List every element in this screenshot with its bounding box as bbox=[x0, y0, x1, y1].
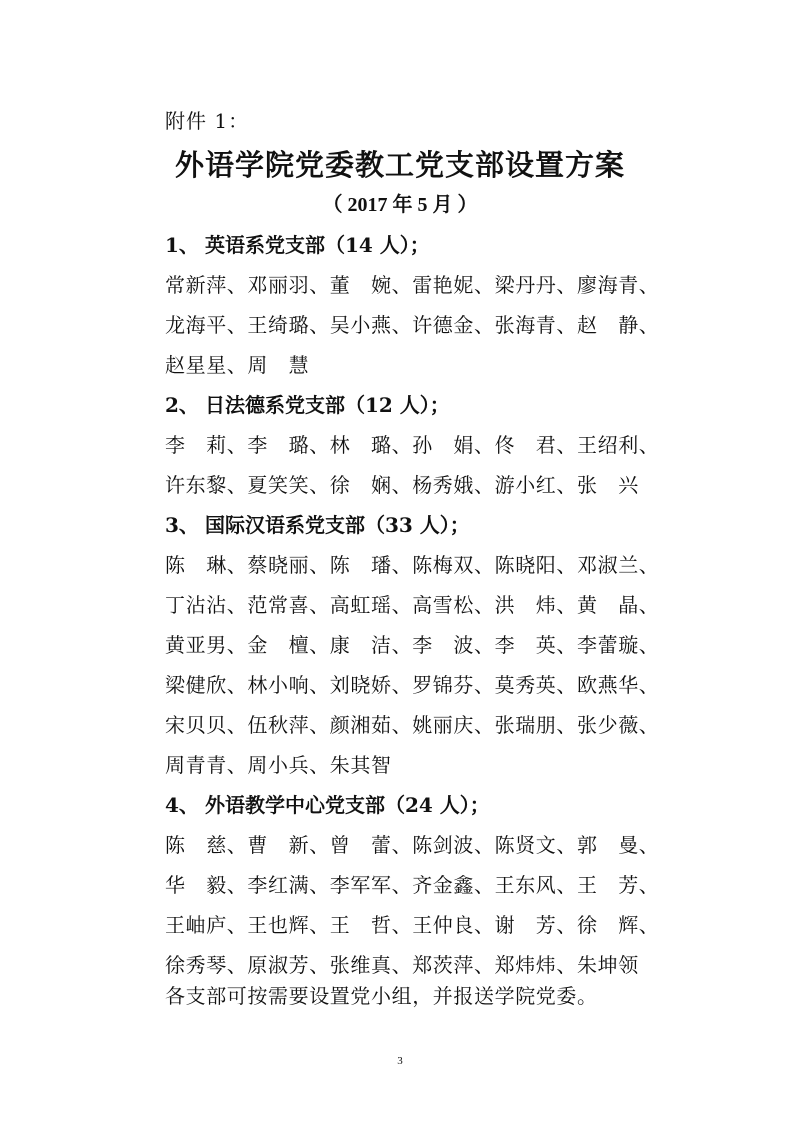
member-line: 梁健欣、林小响、刘晓娇、罗锦芬、莫秀英、欧燕华、 bbox=[165, 673, 660, 697]
member-line: 赵星星、周 慧 bbox=[165, 353, 310, 377]
member-line: 华 毅、李红满、李军军、齐金鑫、王东风、王 芳、 bbox=[165, 873, 660, 897]
document-title: 外语学院党委教工党支部设置方案 bbox=[174, 148, 625, 182]
member-line: 丁沾沾、范常喜、高虹瑶、高雪松、洪 炜、黄 晶、 bbox=[165, 593, 660, 617]
branch-number: 2、 bbox=[165, 393, 199, 417]
branch-title: 外语教学中心党支部（24 人）； bbox=[205, 793, 490, 817]
branch-heading bbox=[165, 225, 675, 265]
branch-english bbox=[165, 225, 675, 385]
branch-heading bbox=[165, 505, 675, 545]
member-line: 许东黎、夏笑笑、徐 娴、杨秀娥、游小红、张 兴 bbox=[165, 473, 639, 497]
branch-title: 国际汉语系党支部（33 人）； bbox=[205, 513, 470, 537]
page-number: 3 bbox=[397, 1055, 403, 1067]
attachment-label: 附件 1： bbox=[165, 109, 250, 133]
member-line: 黄亚男、金 檀、康 洁、李 波、李 英、李蕾璇、 bbox=[165, 633, 660, 657]
member-line: 陈 琳、蔡晓丽、陈 璠、陈梅双、陈晓阳、邓淑兰、 bbox=[165, 553, 660, 577]
branch-foreign-language-teaching-center bbox=[165, 785, 675, 985]
branch-title: 英语系党支部（14 人）； bbox=[205, 233, 430, 257]
branch-heading bbox=[165, 785, 675, 825]
branch-heading bbox=[165, 385, 675, 425]
branch-japanese-french-german bbox=[165, 385, 675, 505]
branch-number: 3、 bbox=[165, 513, 199, 537]
branch-international-chinese bbox=[165, 505, 675, 785]
member-line: 周青青、周小兵、朱其智 bbox=[165, 753, 392, 777]
member-line: 李 莉、李 璐、林 璐、孙 娟、佟 君、王绍利、 bbox=[165, 433, 660, 457]
branch-number: 1、 bbox=[165, 233, 199, 257]
member-line: 徐秀琴、原淑芳、张维真、郑茨萍、郑炜炜、朱坤领 bbox=[165, 953, 639, 977]
branch-title: 日法德系党支部（12 人）； bbox=[205, 393, 450, 417]
member-line: 王岫庐、王也辉、王 哲、王仲良、谢 芳、徐 辉、 bbox=[165, 913, 660, 937]
member-line: 宋贝贝、伍秋萍、颜湘茹、姚丽庆、张瑞朋、张少薇、 bbox=[165, 713, 660, 737]
member-line: 陈 慈、曹 新、曾 蕾、陈剑波、陈贤文、郭 曼、 bbox=[165, 833, 660, 857]
document-date: （ 2017 年 5 月 ） bbox=[322, 194, 478, 216]
branch-number: 4、 bbox=[165, 793, 199, 817]
branch-list bbox=[165, 225, 675, 985]
member-line: 常新萍、邓丽羽、董 婉、雷艳妮、梁丹丹、廖海青、 bbox=[165, 273, 660, 297]
closing-note: 各支部可按需要设置党小组，并报送学院党委。 bbox=[165, 984, 598, 1008]
member-line: 龙海平、王绮璐、吴小燕、许德金、张海青、赵 静、 bbox=[165, 313, 660, 337]
